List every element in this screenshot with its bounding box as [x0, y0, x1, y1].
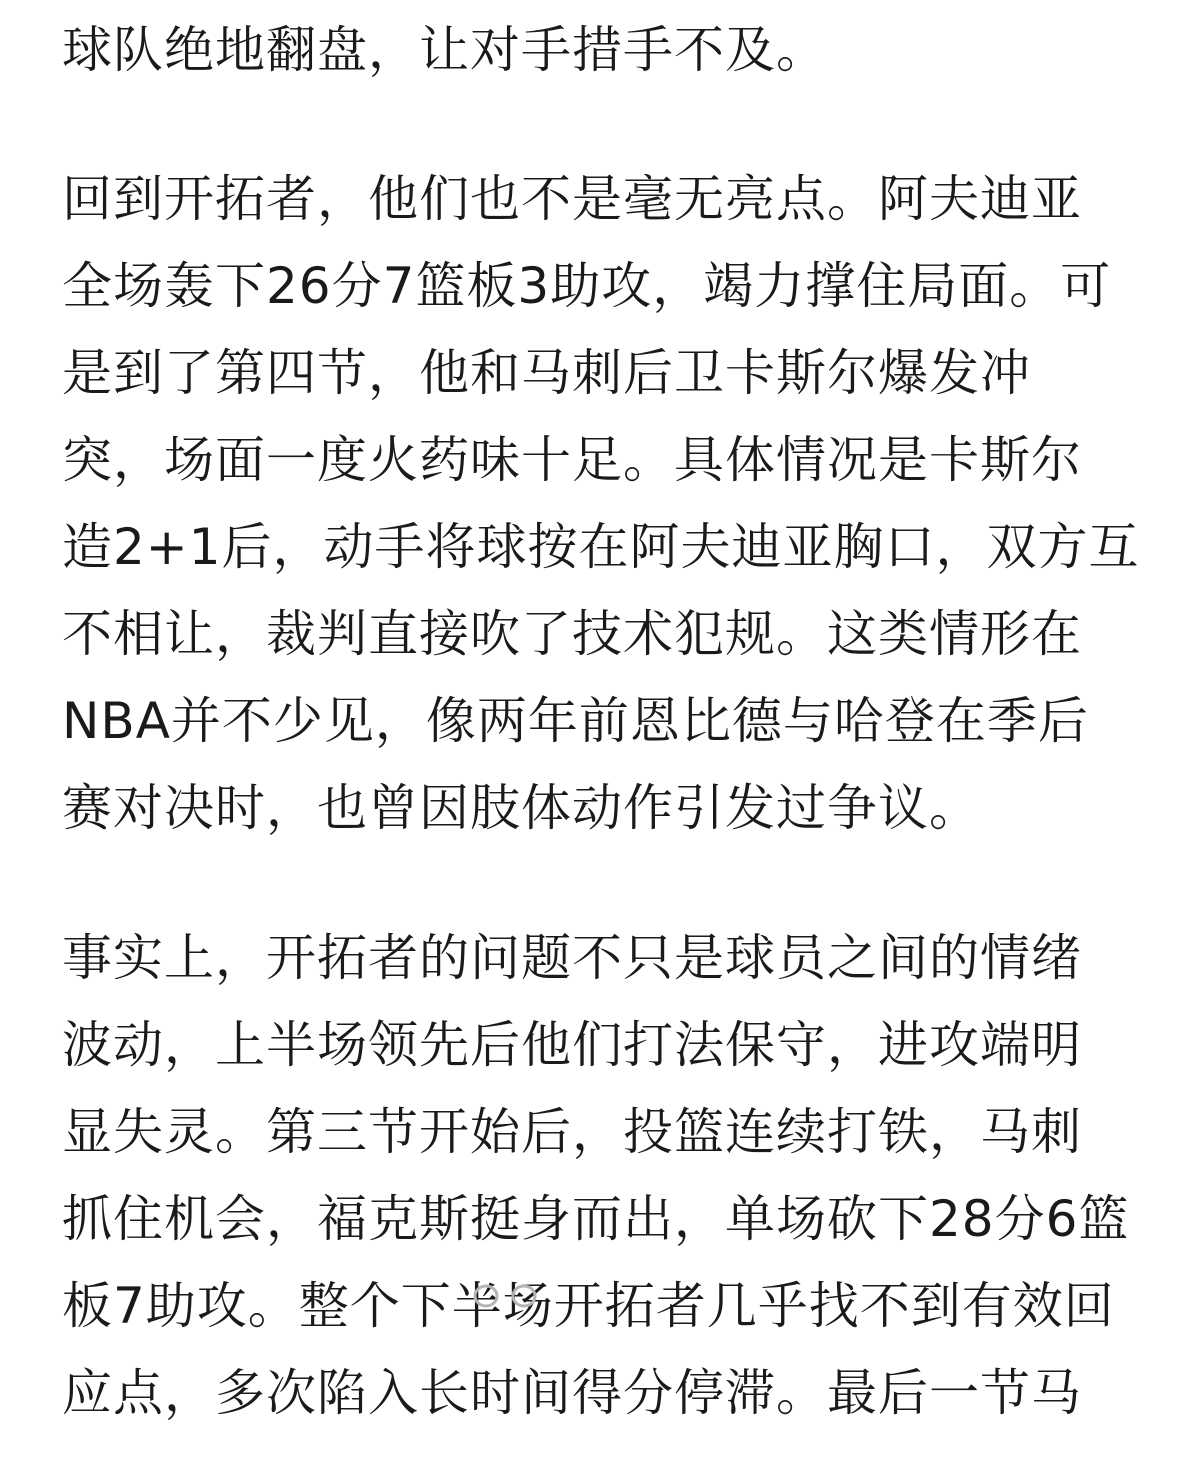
text-line: 赛对决时，也曾因肢体动作引发过争议。 [62, 779, 980, 837]
text-line: 球队绝地翻盘，让对手措手不及。 [62, 21, 827, 79]
text-line: 是到了第四节，他和马刺后卫卡斯尔爆发冲 [62, 344, 1031, 402]
text-line: 回到开拓者，他们也不是毫无亮点。阿夫迪亚 [62, 170, 1082, 228]
text-line: 全场轰下26分7篮板3助攻，竭力撑住局面。可 [62, 257, 1112, 315]
text-line: NBA并不少见，像两年前恩比德与哈登在季后 [62, 692, 1089, 750]
text-line: 波动，上半场领先后他们打法保守，进攻端明 [62, 1016, 1082, 1074]
text-line: 板7助攻。整个下半场开拓者几乎找不到有效回 [62, 1277, 1115, 1335]
text-line: 显失灵。第三节开始后，投篮连续打铁，马刺 [62, 1103, 1082, 1161]
text-line: 事实上，开拓者的问题不只是球员之间的情绪 [62, 929, 1082, 987]
text-line: 不相让，裁判直接吹了技术犯规。这类情形在 [62, 605, 1082, 663]
text-line: 突，场面一度火药味十足。具体情况是卡斯尔 [62, 431, 1082, 489]
text-line: 造2+1后，动手将球按在阿夫迪亚胸口，双方互 [62, 518, 1140, 576]
text-line: 应点，多次陷入长时间得分停滞。最后一节马 [62, 1364, 1082, 1422]
text-line: 抓住机会，福克斯挺身而出，单场砍下28分6篮 [62, 1190, 1130, 1248]
watermark-dots-icon [470, 1283, 540, 1309]
